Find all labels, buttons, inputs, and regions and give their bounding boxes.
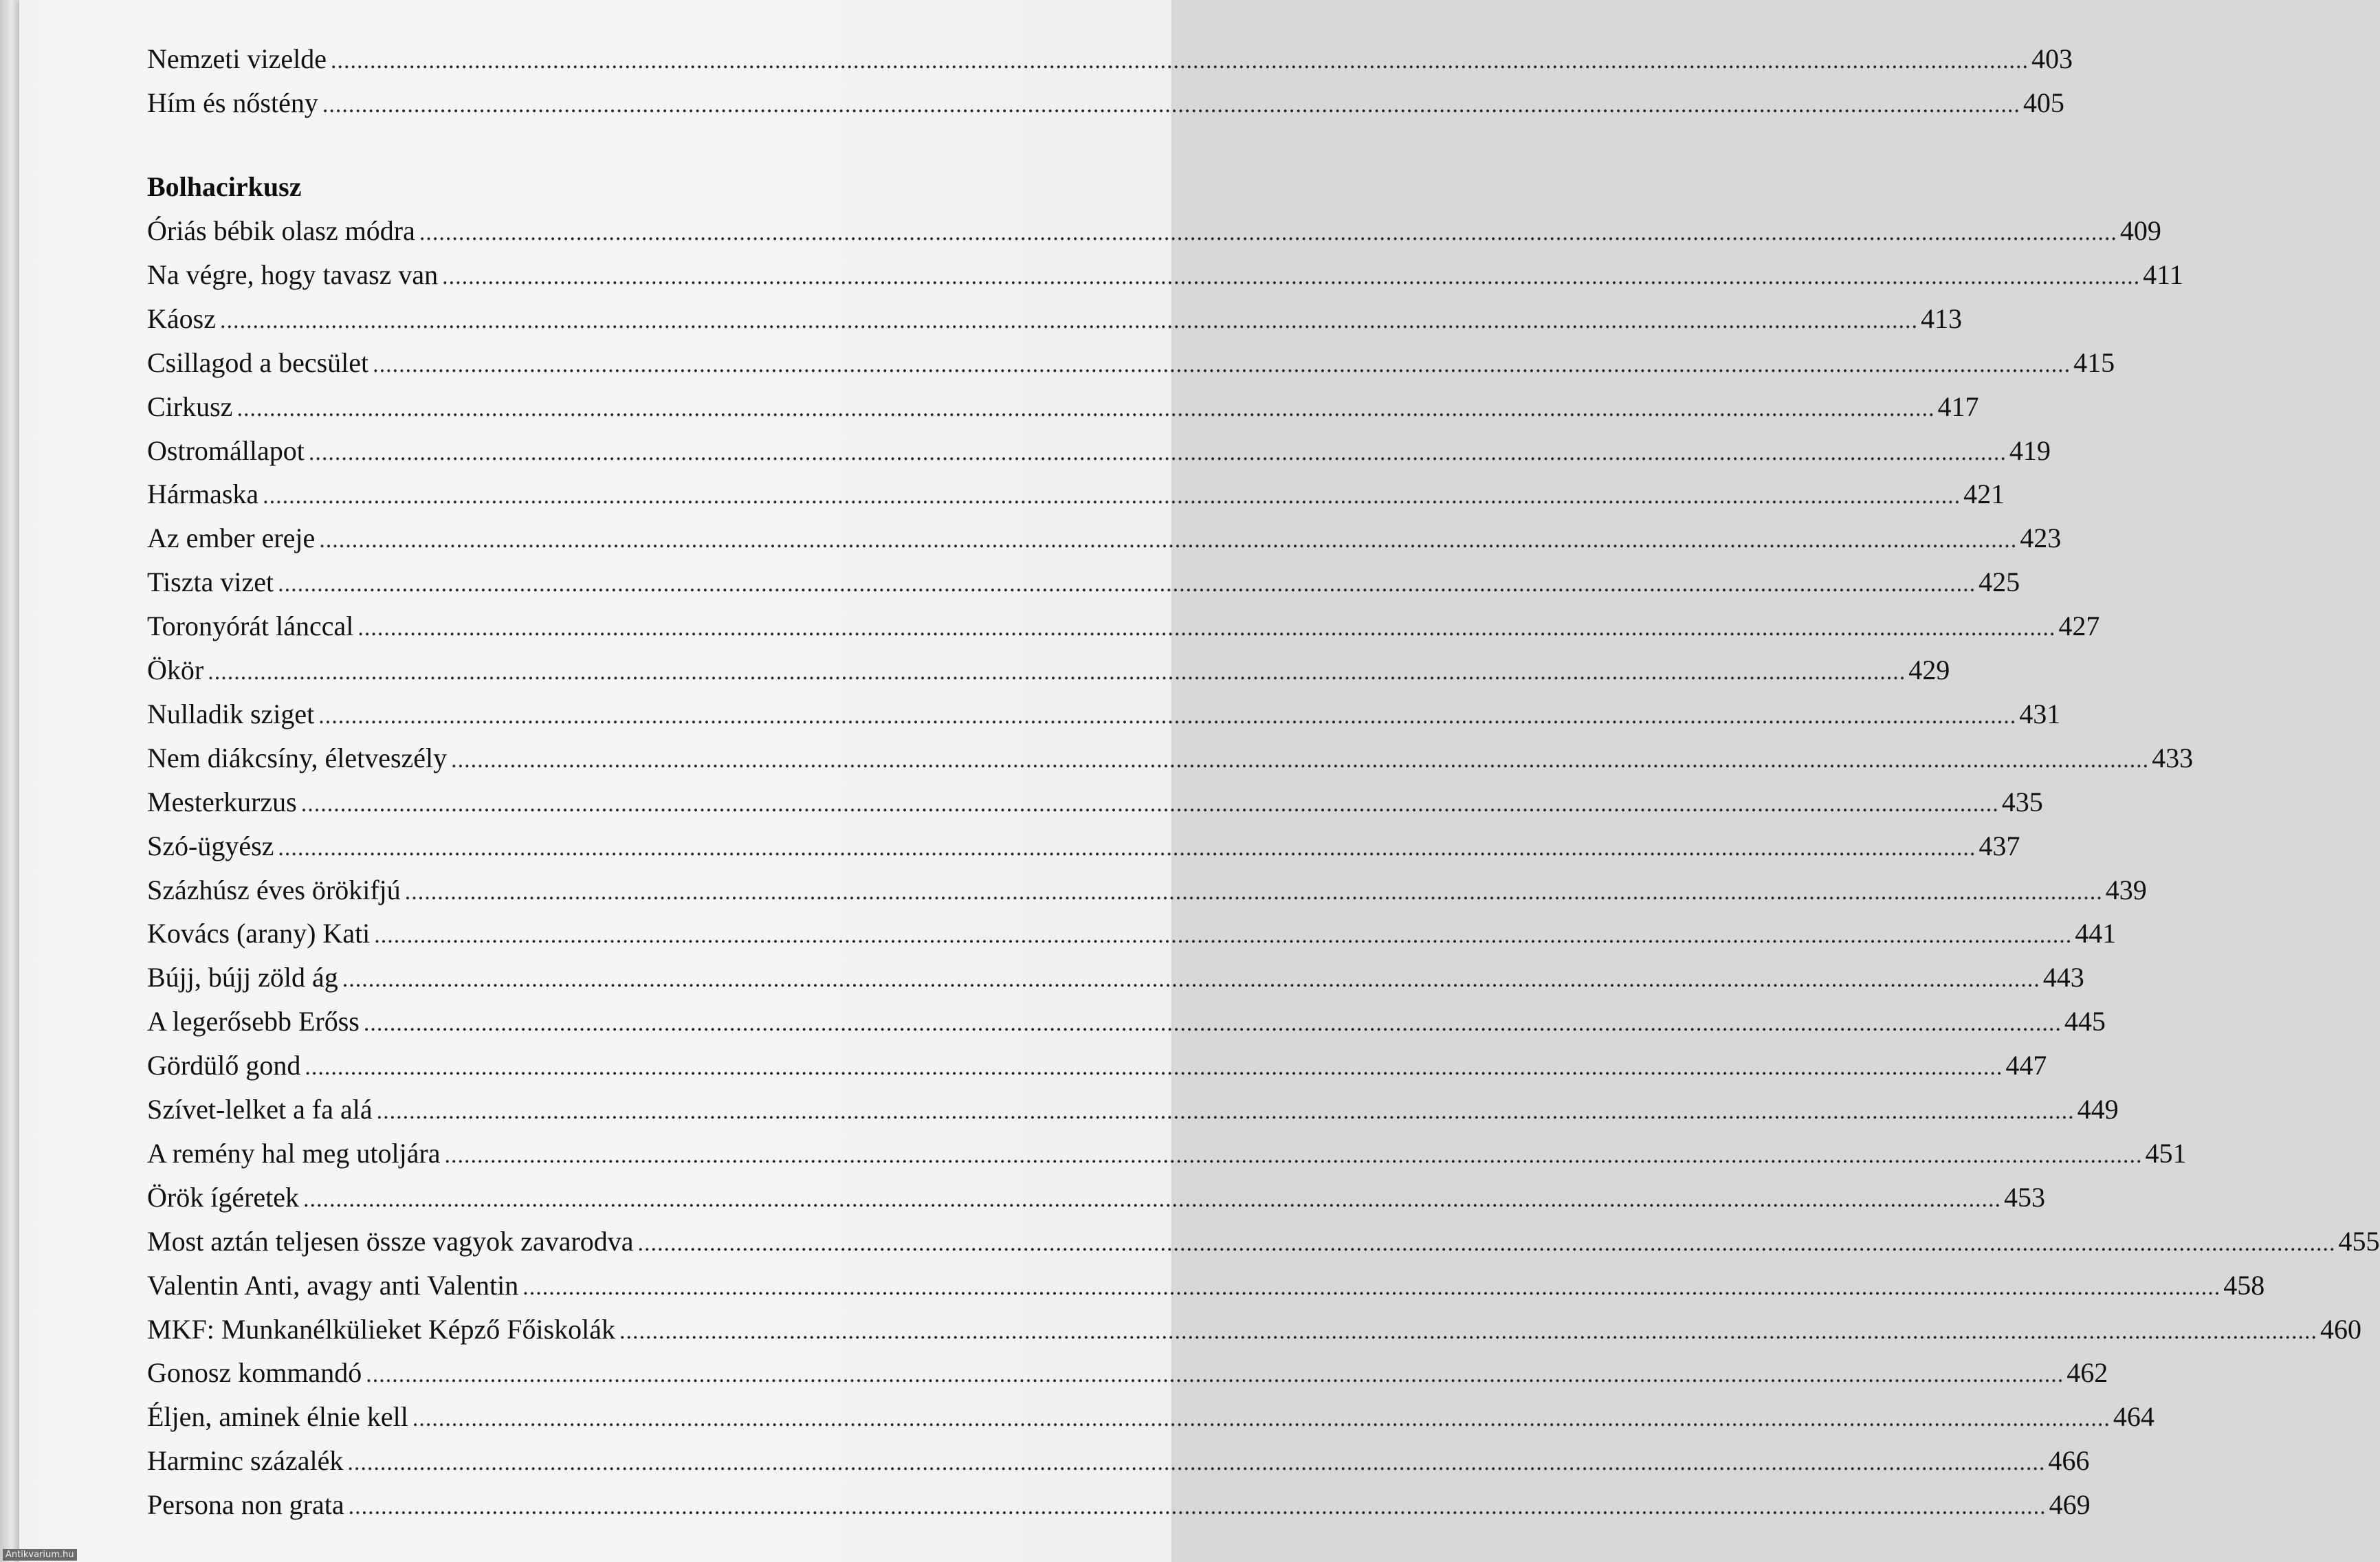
toc-entry-page: 451 bbox=[2145, 1138, 2187, 1169]
dot-leader: .................................................................................................................................................................................................................................................................... bbox=[278, 571, 1976, 597]
dot-leader: .................................................................................................................................................................................................................................................................... bbox=[342, 967, 2040, 992]
dot-leader: .................................................................................................................................................................................................................................................................... bbox=[319, 527, 2018, 553]
toc-entry bbox=[147, 1180, 2046, 1216]
toc-entry-page: 437 bbox=[1979, 830, 2020, 861]
toc-entry-page: 443 bbox=[2042, 962, 2084, 993]
dot-leader: .................................................................................................................................................................................................................................................................... bbox=[263, 483, 1961, 509]
toc-entry-title: A remény hal meg utoljára bbox=[147, 1138, 441, 1169]
toc-entry-title: MKF: Munkanélkülieket Képző Főiskolák bbox=[147, 1314, 616, 1345]
toc-entry-title: Nemzeti vizelde bbox=[147, 43, 327, 74]
toc-entry bbox=[147, 1224, 2380, 1260]
toc-entry-page: 409 bbox=[2119, 215, 2161, 246]
dot-leader: .................................................................................................................................................................................................................................................................... bbox=[219, 308, 1918, 333]
toc-entry-page: 439 bbox=[2105, 874, 2147, 905]
dot-leader: .................................................................................................................................................................................................................................................................... bbox=[374, 923, 2073, 948]
toc-entry bbox=[147, 784, 2043, 820]
dot-leader: .................................................................................................................................................................................................................................................................... bbox=[348, 1494, 2047, 1519]
toc-entry bbox=[147, 389, 1979, 425]
toc-entry bbox=[147, 345, 2115, 381]
dot-leader: .................................................................................................................................................................................................................................................................... bbox=[419, 220, 2117, 245]
dot-leader: .................................................................................................................................................................................................................................................................... bbox=[208, 659, 1906, 685]
dot-leader: .................................................................................................................................................................................................................................................................... bbox=[357, 615, 2056, 641]
toc-entry bbox=[147, 960, 2084, 996]
dot-leader: .................................................................................................................................................................................................................................................................... bbox=[412, 1406, 2111, 1431]
toc-entry bbox=[147, 85, 2064, 121]
toc-entry-title: Cirkusz bbox=[147, 391, 233, 422]
toc-entry bbox=[147, 1443, 2090, 1479]
toc-entry bbox=[147, 1268, 2265, 1304]
toc-entry bbox=[147, 213, 2161, 249]
toc-entry bbox=[147, 872, 2147, 908]
toc-entry bbox=[147, 696, 2061, 732]
dot-leader: .................................................................................................................................................................................................................................................................... bbox=[322, 92, 2020, 118]
toc-entry-title: Na végre, hogy tavasz van bbox=[147, 259, 439, 290]
toc-entry-title: Nulladik sziget bbox=[147, 698, 315, 729]
toc-entry-page: 415 bbox=[2073, 347, 2115, 378]
dot-leader: .................................................................................................................................................................................................................................................................... bbox=[330, 48, 2029, 74]
dot-leader: .................................................................................................................................................................................................................................................................... bbox=[300, 791, 1999, 817]
dot-leader: .................................................................................................................................................................................................................................................................... bbox=[376, 1099, 2075, 1124]
toc-entry-page: 431 bbox=[2019, 698, 2061, 729]
toc-entry bbox=[147, 1136, 2187, 1172]
dot-leader: .................................................................................................................................................................................................................................................................... bbox=[619, 1319, 2318, 1344]
toc-entry bbox=[147, 1092, 2119, 1128]
toc-entry-page: 435 bbox=[2001, 786, 2043, 817]
toc-entry-page: 453 bbox=[2004, 1182, 2046, 1213]
toc-entry-title: Szívet-lelket a fa alá bbox=[147, 1094, 373, 1125]
dot-leader: .................................................................................................................................................................................................................................................................... bbox=[303, 1187, 2002, 1212]
toc-entry-title: Hármaska bbox=[147, 478, 259, 509]
toc-entry-page: 419 bbox=[2009, 435, 2051, 466]
dot-leader: .................................................................................................................................................................................................................................................................... bbox=[522, 1275, 2221, 1300]
toc-entry-title: Mesterkurzus bbox=[147, 786, 297, 817]
toc-entry-title: Ostromállapot bbox=[147, 435, 305, 466]
dot-leader: .................................................................................................................................................................................................................................................................... bbox=[373, 352, 2071, 377]
toc-entry-title: Ökör bbox=[147, 654, 204, 685]
toc-entry-page: 423 bbox=[2020, 522, 2062, 553]
dot-leader: .................................................................................................................................................................................................................................................................... bbox=[404, 879, 2103, 905]
toc-entry-page: 421 bbox=[1963, 478, 2005, 509]
dot-leader: .................................................................................................................................................................................................................................................................... bbox=[366, 1362, 2064, 1387]
dot-leader: .................................................................................................................................................................................................................................................................... bbox=[444, 1143, 2143, 1168]
toc-entry-page: 417 bbox=[1937, 391, 1979, 422]
toc-entry-title: Nem diákcsíny, életveszély bbox=[147, 742, 448, 773]
toc-entry-title: Káosz bbox=[147, 303, 216, 334]
toc-entry-page: 413 bbox=[1920, 303, 1962, 334]
toc-entry-page: 469 bbox=[2049, 1489, 2091, 1520]
toc-entry-page: 411 bbox=[2143, 259, 2183, 290]
toc-entry-page: 433 bbox=[2152, 742, 2194, 773]
section-heading: Bolhacirkusz bbox=[147, 171, 302, 202]
dot-leader: .................................................................................................................................................................................................................................................................... bbox=[278, 835, 1976, 861]
toc-entry-title: Csillagod a becsület bbox=[147, 347, 369, 378]
toc-entry-title: Gonosz kommandó bbox=[147, 1357, 362, 1388]
toc-entry-page: 455 bbox=[2338, 1226, 2380, 1257]
toc-entry-title: Most aztán teljesen össze vagyok zavarodva bbox=[147, 1226, 634, 1257]
toc-entry-page: 427 bbox=[2058, 610, 2100, 641]
toc-entry-page: 445 bbox=[2064, 1006, 2106, 1037]
dot-leader: .................................................................................................................................................................................................................................................................... bbox=[637, 1231, 2336, 1256]
toc-entry-title: A legerősebb Erőss bbox=[147, 1006, 360, 1037]
toc-entry-page: 405 bbox=[2023, 87, 2064, 118]
dot-leader: .................................................................................................................................................................................................................................................................... bbox=[236, 396, 1935, 421]
toc-entry bbox=[147, 1312, 2362, 1348]
toc-entry-page: 458 bbox=[2223, 1270, 2265, 1301]
toc-entry-page: 447 bbox=[2005, 1050, 2047, 1081]
toc-entry bbox=[147, 1048, 2047, 1084]
toc-entry bbox=[147, 1487, 2091, 1523]
toc-entry-title: Valentin Anti, avagy anti Valentin bbox=[147, 1270, 519, 1301]
toc-entry-title: Persona non grata bbox=[147, 1489, 344, 1520]
toc-entry-title: Kovács (arany) Kati bbox=[147, 918, 371, 949]
dot-leader: .................................................................................................................................................................................................................................................................... bbox=[305, 1055, 2003, 1080]
dot-leader: .................................................................................................................................................................................................................................................................... bbox=[442, 264, 2141, 289]
toc-entry bbox=[147, 1399, 2155, 1435]
toc-entry bbox=[147, 1004, 2106, 1040]
dot-leader: .................................................................................................................................................................................................................................................................... bbox=[451, 747, 2150, 773]
toc-entry bbox=[147, 564, 2020, 600]
dot-leader: .................................................................................................................................................................................................................................................................... bbox=[363, 1011, 2062, 1036]
toc-entry bbox=[147, 520, 2062, 556]
toc-entry bbox=[147, 608, 2100, 644]
watermark: Antikvarium.hu bbox=[3, 1549, 77, 1561]
toc-entry bbox=[147, 476, 2005, 512]
toc-entry-title: Óriás bébik olasz módra bbox=[147, 215, 415, 246]
toc-entry-page: 464 bbox=[2113, 1401, 2155, 1432]
toc-entry bbox=[147, 916, 2117, 952]
toc-entry bbox=[147, 257, 2183, 293]
toc-entry-page: 462 bbox=[2067, 1357, 2108, 1388]
toc-entry-title: Harminc százalék bbox=[147, 1445, 344, 1476]
toc-entry-page: 429 bbox=[1908, 654, 1950, 685]
toc-entry-page: 441 bbox=[2075, 918, 2117, 949]
toc-entry bbox=[147, 1355, 2108, 1391]
toc-entry bbox=[147, 740, 2194, 776]
toc-entry-title: Toronyórát lánccal bbox=[147, 610, 354, 641]
toc-entry-page: 403 bbox=[2031, 43, 2073, 74]
dot-leader: .................................................................................................................................................................................................................................................................... bbox=[347, 1450, 2046, 1475]
toc-entry-title: Hím és nőstény bbox=[147, 87, 318, 118]
toc-entry-title: Az ember ereje bbox=[147, 522, 316, 553]
toc-entry-title: Százhúsz éves örökifjú bbox=[147, 874, 401, 905]
toc-entry bbox=[147, 828, 2020, 864]
toc-entry-page: 425 bbox=[1979, 566, 2020, 597]
toc-entry-title: Bújj, bújj zöld ág bbox=[147, 962, 338, 993]
toc-entry-page: 449 bbox=[2077, 1094, 2119, 1125]
toc-entry-page: 466 bbox=[2048, 1445, 2090, 1476]
dot-leader: .................................................................................................................................................................................................................................................................... bbox=[318, 703, 2017, 729]
toc-entry-page: 460 bbox=[2320, 1314, 2362, 1345]
toc-entry bbox=[147, 41, 2073, 77]
toc-entry-title: Örök ígéretek bbox=[147, 1182, 300, 1213]
toc-entry-title: Éljen, aminek élnie kell bbox=[147, 1401, 408, 1432]
dot-leader: .................................................................................................................................................................................................................................................................... bbox=[308, 440, 2007, 465]
toc-entry bbox=[147, 652, 1950, 688]
toc-entry-title: Szó-ügyész bbox=[147, 830, 274, 861]
toc-entry bbox=[147, 433, 2051, 469]
toc-entry-title: Tiszta vizet bbox=[147, 566, 274, 597]
toc-entry bbox=[147, 301, 1962, 337]
toc-entry-title: Gördülő gond bbox=[147, 1050, 301, 1081]
